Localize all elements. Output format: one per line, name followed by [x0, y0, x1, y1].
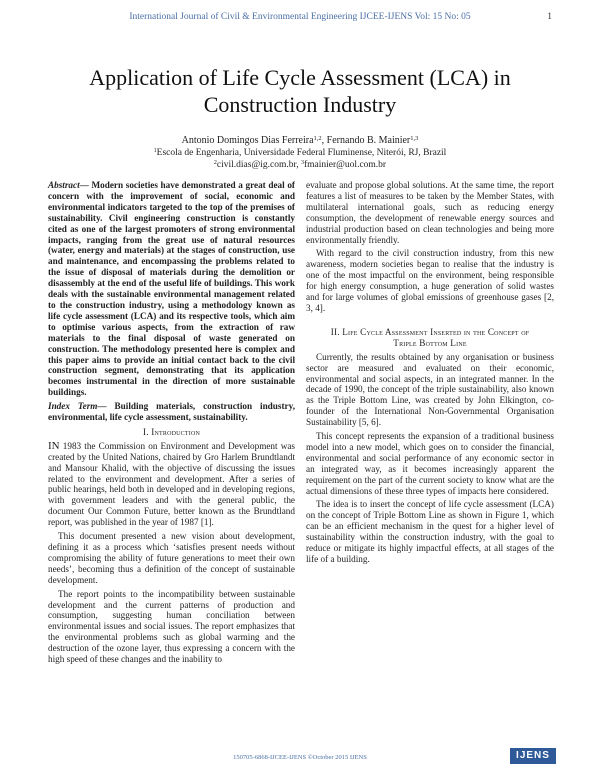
page-number: 1: [547, 12, 552, 22]
intro-paragraph-4: evaluate and propose global solutions. At the same time, the report features a list of measures to be taken by the Member States, with multilateral international goals, such as reducing energy consumption, the development of renewable energy sources and industrial production based on clean technologies and being more environmentally friendly.: [306, 180, 554, 245]
index-terms-label: Index Term—: [48, 401, 107, 412]
author-1: Antonio Domingos Dias Ferreira: [181, 135, 314, 146]
abstract-label: Abstract—: [48, 180, 89, 190]
spacer: [306, 317, 554, 323]
intro-paragraph-1: [48, 441, 295, 528]
emails: [0, 158, 600, 171]
intro-paragraph-3: The report points to the incompatibility between sustainable development and the current patterns of production and consumption, suggesting human conciliation between environmental issues and social issues. The report emphasizes that the environmental problems such as global warming and the destruction of the ozone layer, thus expressing a concern with the high speed of these changes and the inability to: [48, 588, 295, 665]
intro-paragraph-5: With regard to the civil construction industry, from this new awareness, modern societies began to realise that the industry is one of the most impactful on the environment, being responsible for high energy consumption, a huge generation of solid wastes and for large volumes of global emissions of greenhouse gases [2, 3, 4].: [306, 248, 554, 313]
left-column: [48, 180, 295, 668]
abstract: [48, 180, 295, 398]
index-terms-text: Building materials, construction industry, environmental, life cycle assessment, sustainability.: [48, 401, 295, 423]
email-2[interactable]: fmainier@uol.com.br: [304, 160, 387, 170]
ijens-logo: IJENS: [510, 748, 556, 764]
footer-text: 150705-6868-IJCEE-IJENS ©October 2015 IJENS: [233, 754, 367, 761]
section-1-heading: I. Introduction: [142, 426, 201, 437]
section-2-heading-line-1: II. Life Cycle Assessment Inserted in the Concept of: [330, 326, 530, 337]
author-2: Fernando B. Mainier: [326, 135, 411, 146]
intro-paragraph-1-text: 1983 the Commission on Environment and Development was created by the United Nations, chaired by Gro Harlem Brundtlandt and Mansour Khalid, with the objective of discussing the issues related to the environment and development. After a series of public hearings, held both in developed and in developing regions, with government leaders and with the general public, the document Our Common Future, better known as the Brundtland report, was published in the year of 1987 [1].: [48, 440, 295, 528]
email-2-sup: 3: [301, 160, 304, 166]
section-2-paragraph-2: This concept represents the expansion of a traditional business model into a new model, which goes on to consider the financial, environmental and social performance of any economic sector in an integrated way, as it becomes increasingly apparent the requirement on the part of the current society to know what are the actual dimensions of these three types of impacts here considered.: [306, 431, 554, 496]
email-1[interactable]: civil.dias@ig.com.br,: [216, 160, 299, 170]
section-2-paragraph-1: Currently, the results obtained by any organisation or business sector are measured and evaluated on their economic, environmental and social aspects, in an integrated manner. In the decade of 1990, the concept of the triple sustainability, also known as the Triple Bottom Line, was created by John Elkington, co-founder of the International Non-Governmental Organisation Sustainability [5, 6].: [306, 351, 554, 428]
author-2-sup: 1,3: [410, 135, 419, 142]
title-line-2: Construction Industry: [203, 92, 397, 117]
index-terms: [48, 401, 295, 423]
email-1-sup: 2: [213, 160, 217, 166]
author-1-sup: 1,2: [313, 135, 322, 142]
section-2-heading: [306, 327, 554, 349]
running-header: International Journal of Civil & Environmental Engineering IJCEE-IJENS Vol: 15 No: 05: [129, 12, 471, 22]
section-2-paragraph-3: The idea is to insert the concept of life cycle assessment (LCA) on the concept of Triple Bottom Line as shown in Figure 1, which can be an efficient mechanism in the quest for a higher level of sustainability within the construction industry, with the goal to reduce or mitigate its highly impactful effects, at all stages of the life of a building.: [306, 499, 554, 564]
title-line-1: Application of Life Cycle Assessment (LCA) in: [89, 65, 511, 90]
affiliation-sup: 1: [153, 148, 157, 154]
intro-drop-cap: IN: [48, 439, 60, 452]
paper-title: [40, 64, 560, 118]
abstract-text: Modern societies have demonstrated a great deal of concern with the improvement of social, economic and environmental indicators targeted to the top of the premises of sustainability. Civil engineering construction is constantly cited as one of the largest promoters of strong environmental impacts, ranging from the great use of natural resources (water, energy and materials) at the stages of construction, use and maintenance, and encompassing the problems related to the issue of disposal of materials during the demolition or disassembly at the end of the useful life of buildings. This work deals with the sustainable environmental management related to the construction industry, using a methodology known as life cycle assessment (LCA) and its respective tools, which aim to optimise various aspects, from the extraction of raw materials to the final disposal of waste generated on construction. The methodology presented here is complex and this paper aims to provide an initial contact back to the civil construction segment, demonstrating that its application becomes instrumental in the direction of more sustainable buildings.: [48, 180, 295, 398]
intro-paragraph-2: This document presented a new vision about development, defining it as a process which ‘satisfies present needs without compromising the ability of future generations to meet their own needs’, becoming thus a definition of the concept of sustainable development.: [48, 531, 295, 585]
right-column: [306, 180, 554, 568]
authors: Antonio Domingos Dias Ferreira$^{1,2}$, Fernando B. Mainier$^{1,3}$: [181, 135, 419, 146]
affiliation-text: Escola de Engenharia, Universidade Federal Fluminense, Niterói, RJ, Brazil: [156, 148, 447, 158]
section-2-heading-line-2: Triple Bottom Line: [393, 337, 467, 348]
